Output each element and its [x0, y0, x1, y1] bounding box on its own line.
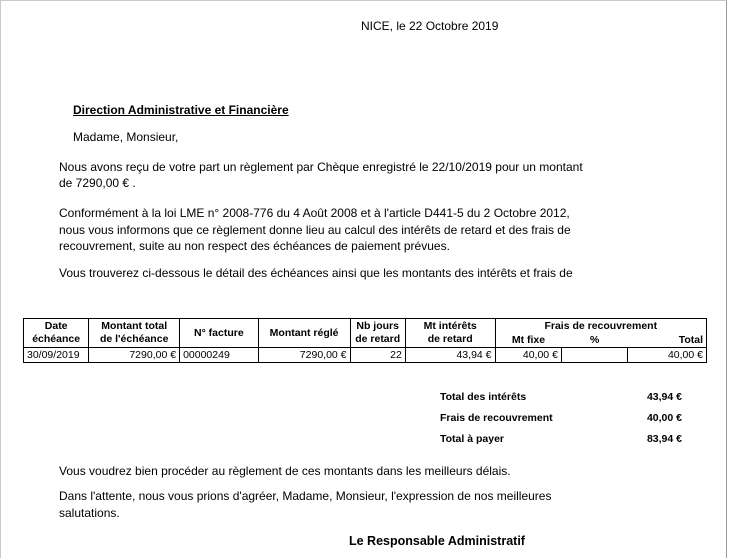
header-montant-regle: Montant réglé [258, 319, 350, 348]
totals-row-frais [434, 407, 682, 428]
header-facture: N° facture [180, 319, 259, 348]
frais-recouvrement-value: 40,00 € [646, 411, 682, 424]
header-frais-group: Frais de recouvrement [495, 319, 706, 334]
paragraph-1-line-1: Nous avons reçu de votre part un règlement par Chèque enregistré le 22/10/2019 pour un montant [59, 160, 583, 174]
total-interets-label: Total des intérêts [440, 390, 527, 403]
cell-nb-jours: 22 [350, 348, 405, 363]
paragraph-2-line-2: nous vous informons que ce règlement donne lieu au calcul des intérêts de retard et des frais de [59, 223, 571, 237]
salutation: Madame, Monsieur, [73, 130, 179, 144]
recipient-department: Direction Administrative et Financière [73, 103, 289, 117]
paragraph-3: Vous trouverez ci-dessous le détail des échéances ainsi que les montants des intérêts et frais de [59, 266, 573, 280]
header-frais-total: Total [628, 333, 707, 348]
total-a-payer-label: Total à payer [440, 432, 504, 445]
totals-row-interets [434, 386, 682, 407]
table-header-row-1 [24, 319, 707, 334]
paragraph-2-line-1: Conformément à la loi LME n° 2008-776 du 4 Août 2008 et à l'article D441-5 du 2 Octobre 2012, [59, 206, 570, 220]
paragraph-1-line-2: de 7290,00 € . [59, 176, 136, 190]
cell-mt-interets: 43,94 € [405, 348, 495, 363]
totals-row-payer [434, 428, 682, 449]
cell-frais-total: 40,00 € [628, 348, 707, 363]
cell-facture: 00000249 [180, 348, 259, 363]
total-interets-value: 43,94 € [646, 390, 682, 403]
header-frais-fixe: Mt fixe [495, 333, 561, 348]
closing-line-2: Dans l'attente, nous vous prions d'agréer, Madame, Monsieur, l'expression de nos meilleures [59, 489, 552, 503]
closing-line-1: Vous voudrez bien procéder au règlement de ces montants dans les meilleurs délais. [59, 464, 511, 478]
cell-date: 30/09/2019 [24, 348, 89, 363]
cell-montant-total: 7290,00 € [89, 348, 180, 363]
closing-line-3: salutations. [59, 506, 120, 520]
header-frais-pct: % [561, 333, 627, 348]
place-date: NICE, le 22 Octobre 2019 [361, 19, 499, 33]
frais-recouvrement-label: Frais de recouvrement [440, 411, 553, 424]
cell-montant-regle: 7290,00 € [258, 348, 350, 363]
table-row [24, 348, 707, 363]
header-montant-total: Montant total de l'échéance [89, 319, 180, 348]
cell-frais-fixe: 40,00 € [495, 348, 561, 363]
header-nb-jours: Nb jours de retard [350, 319, 405, 348]
cell-frais-pct [561, 348, 627, 363]
header-mt-interets: Mt intérêts de retard [405, 319, 495, 348]
header-date: Date échéance [24, 319, 89, 348]
total-a-payer-value: 83,94 € [646, 432, 682, 445]
totals-summary [434, 386, 682, 449]
signature: Le Responsable Administratif [349, 534, 525, 548]
installments-table [23, 318, 707, 363]
paragraph-2-line-3: recouvrement, suite au non respect des échéances de paiement prévues. [59, 239, 450, 253]
